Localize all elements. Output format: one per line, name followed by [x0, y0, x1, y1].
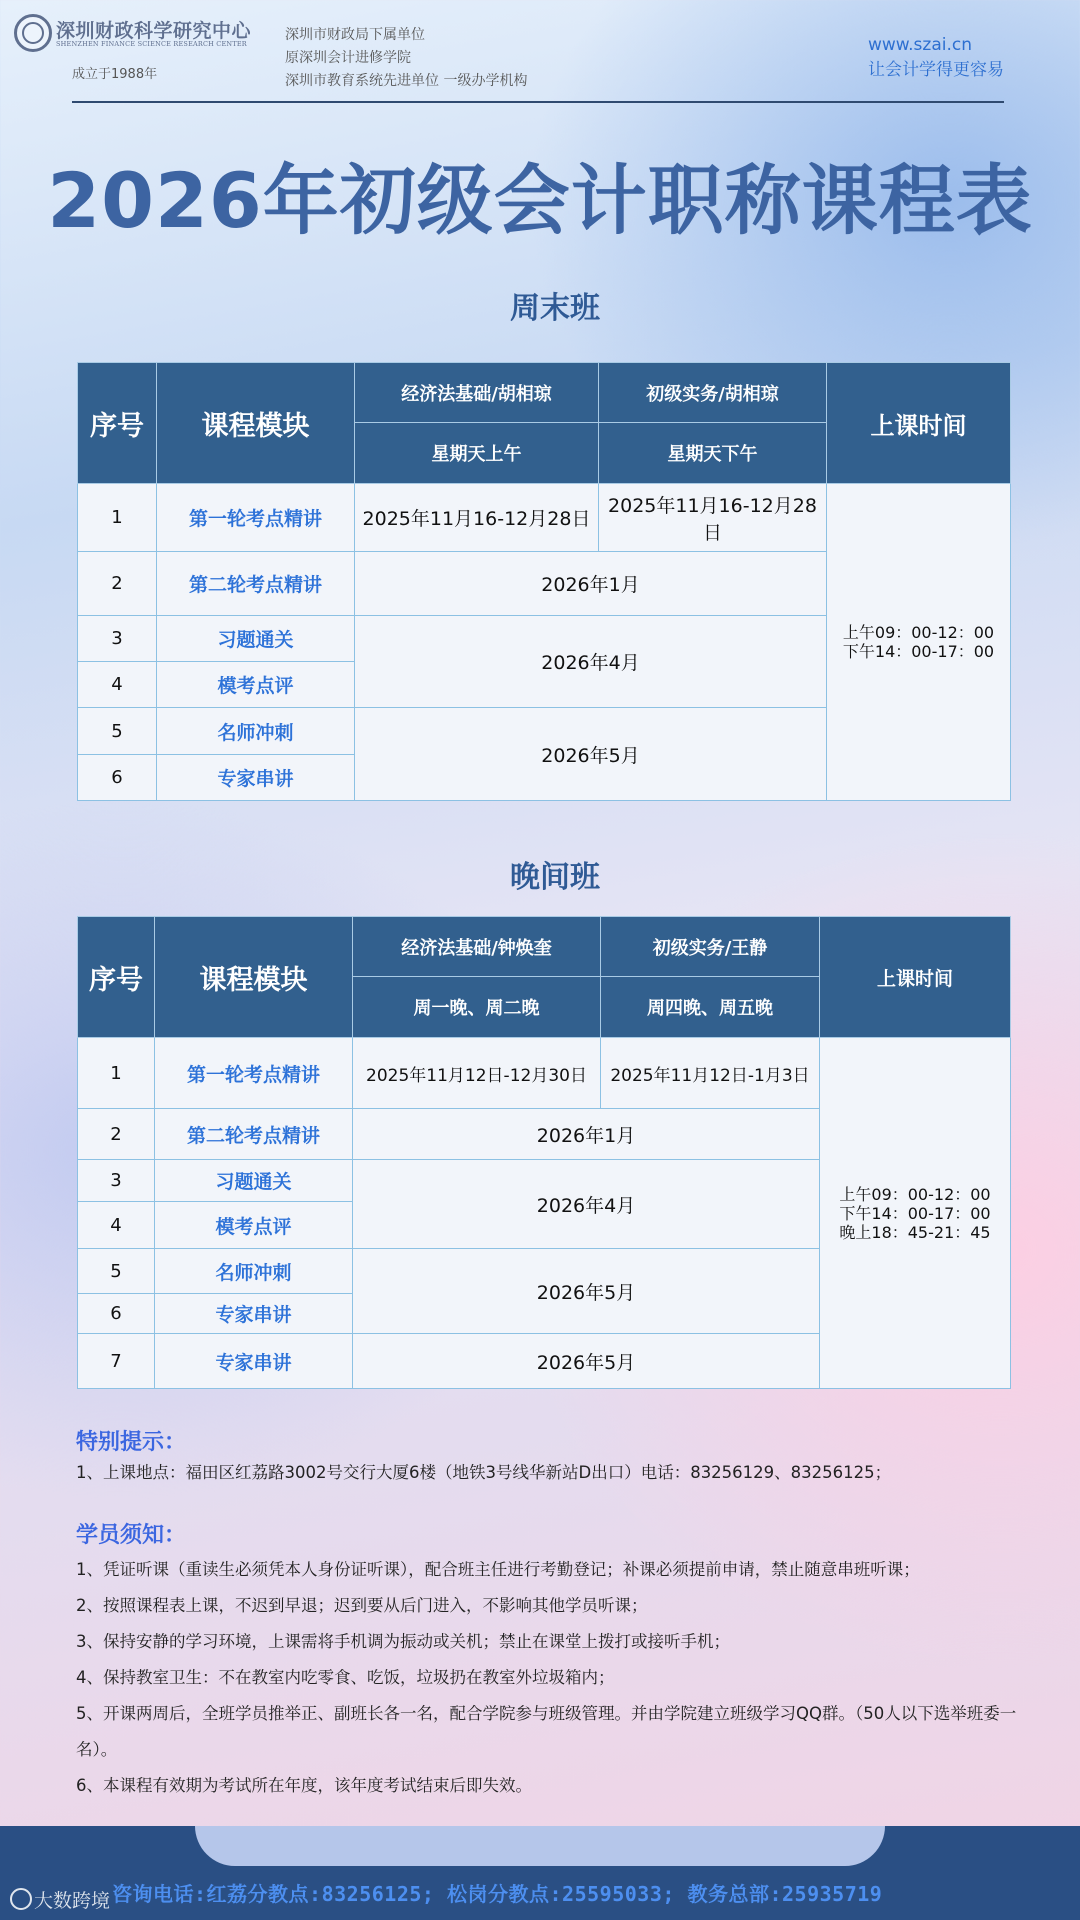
rule-item: 3、保持安静的学习环境，上课需将手机调为振动或关机；禁止在课堂上拨打或接听手机；	[76, 1632, 730, 1651]
weekend-section-title: 周末班	[510, 291, 600, 326]
page-title: 2026年初级会计职称课程表	[47, 156, 1033, 245]
rules-list	[76, 1552, 1026, 1804]
header-day-1: 周一晚、周二晚	[353, 977, 601, 1038]
row-date-merged: 2026年5月	[353, 1249, 820, 1334]
row-no: 1	[78, 484, 157, 552]
row-date-2: 2025年11月12日-1月3日	[601, 1038, 820, 1109]
header-time: 上课时间	[827, 363, 1011, 484]
row-module: 第二轮考点精讲	[157, 552, 355, 616]
header-day-2: 星期天下午	[599, 423, 827, 484]
row-module: 习题通关	[157, 616, 355, 662]
class-time	[827, 484, 1011, 801]
row-date-merged: 2026年4月	[355, 616, 827, 708]
rule-item: 1、凭证听课（重读生必须凭本人身份证听课），配合班主任进行考勤登记；补课必须提前申请，禁止随意串班听课；	[76, 1560, 920, 1579]
row-date-merged: 2026年1月	[355, 552, 827, 616]
row-module: 名师冲刺	[155, 1249, 353, 1294]
row-no: 6	[78, 755, 157, 801]
header-day-1: 星期天上午	[355, 423, 599, 484]
header-module: 课程模块	[157, 363, 355, 484]
special-notice-list	[76, 1455, 1026, 1491]
header-course-2: 初级实务/王静	[601, 917, 820, 977]
header-course-1: 经济法基础/胡相琼	[355, 363, 599, 423]
header-course-1: 经济法基础/钟焕奎	[353, 917, 601, 977]
rule-item: 6、本课程有效期为考试所在年度，该年度考试结束后即失效。	[76, 1776, 532, 1795]
watermark	[10, 1886, 110, 1913]
evening-section-title: 晚间班	[510, 860, 600, 895]
class-time	[820, 1038, 1011, 1389]
row-date-merged: 2026年1月	[353, 1109, 820, 1160]
row-date-2: 2025年11月16-12月28日	[599, 484, 827, 552]
logo-icon	[14, 14, 52, 52]
notice-item: 1、上课地点：福田区红荔路3002号交行大厦6楼（地铁3号线华新站D出口）电话：83256129、83256125；	[76, 1463, 892, 1482]
time-line: 下午14：00-17：00	[842, 642, 995, 661]
founded-text: 成立于1988年	[72, 67, 158, 82]
row-no: 2	[78, 1109, 155, 1160]
row-date-1: 2025年11月16-12月28日	[355, 484, 599, 552]
row-module: 模考点评	[155, 1202, 353, 1249]
row-no: 3	[78, 1160, 155, 1202]
row-module: 第一轮考点精讲	[155, 1038, 353, 1109]
rules-heading: 学员须知：	[76, 1523, 187, 1548]
footer-tab-shape	[195, 1826, 885, 1866]
header-course-2: 初级实务/胡相琼	[599, 363, 827, 423]
time-line: 晚上18：45-21：45	[839, 1222, 991, 1242]
row-no: 4	[78, 662, 157, 708]
row-no: 4	[78, 1202, 155, 1249]
evening-schedule-table	[77, 916, 1011, 1389]
row-module: 专家串讲	[155, 1294, 353, 1334]
row-module: 名师冲刺	[157, 708, 355, 755]
watermark-text: 大数跨境	[34, 1890, 111, 1912]
row-date-merged: 2026年4月	[353, 1160, 820, 1249]
org-description	[285, 24, 527, 93]
special-notice-heading: 特别提示：	[76, 1430, 187, 1455]
row-date-1: 2025年11月12日-12月30日	[353, 1038, 601, 1109]
row-date-merged: 2026年5月	[355, 708, 827, 801]
logo-english-name: SHENZHEN FINANCE SCIENCE RESEARCH CENTER	[56, 40, 247, 48]
row-no: 1	[78, 1038, 155, 1109]
row-module: 第二轮考点精讲	[155, 1109, 353, 1160]
header-no: 序号	[78, 363, 157, 484]
row-module: 第一轮考点精讲	[157, 484, 355, 552]
row-module: 专家串讲	[155, 1334, 353, 1389]
watermark-logo-icon	[10, 1888, 32, 1910]
time-line: 上午09：00-12：00	[842, 623, 995, 642]
time-line: 下午14：00-17：00	[839, 1203, 991, 1223]
row-no: 5	[78, 708, 157, 755]
row-no: 2	[78, 552, 157, 616]
time-line: 上午09：00-12：00	[839, 1184, 991, 1204]
row-no: 5	[78, 1249, 155, 1294]
row-no: 6	[78, 1294, 155, 1334]
header-time: 上课时间	[820, 917, 1011, 1038]
header-day-2: 周四晚、周五晚	[601, 977, 820, 1038]
row-date-merged: 2026年5月	[353, 1334, 820, 1389]
contact-phones: 咨询电话:红荔分教点:83256125; 松岗分教点:25595033; 教务总部:25935719	[112, 1882, 883, 1906]
header-divider	[72, 101, 1004, 103]
rule-item: 5、开课两周后，全班学员推举正、副班长各一名，配合学院参与班级管理。并由学院建立班级学习QQ群。（50人以下选举班委一名）。	[76, 1704, 1017, 1759]
header-no: 序号	[78, 917, 155, 1038]
row-module: 模考点评	[157, 662, 355, 708]
logo-name: 深圳财政科学研究中心	[56, 20, 252, 42]
row-no: 7	[78, 1334, 155, 1389]
org-line: 深圳市教育系统先进单位 一级办学机构	[285, 73, 528, 89]
header-right	[868, 33, 1004, 83]
weekend-schedule-table	[77, 362, 1011, 801]
header-module: 课程模块	[155, 917, 353, 1038]
website-link[interactable]: www.szai.cn	[868, 35, 973, 55]
rule-item: 4、保持教室卫生：不在教室内吃零食、吃饭，垃圾扔在教室外垃圾箱内；	[76, 1668, 615, 1687]
row-no: 3	[78, 616, 157, 662]
slogan: 让会计学得更容易	[868, 60, 1004, 80]
org-line: 原深圳会计进修学院	[285, 50, 411, 66]
rule-item: 2、按照课程表上课，不迟到早退；迟到要从后门进入，不影响其他学员听课；	[76, 1596, 648, 1615]
row-module: 习题通关	[155, 1160, 353, 1202]
org-line: 深圳市财政局下属单位	[285, 27, 425, 43]
row-module: 专家串讲	[157, 755, 355, 801]
